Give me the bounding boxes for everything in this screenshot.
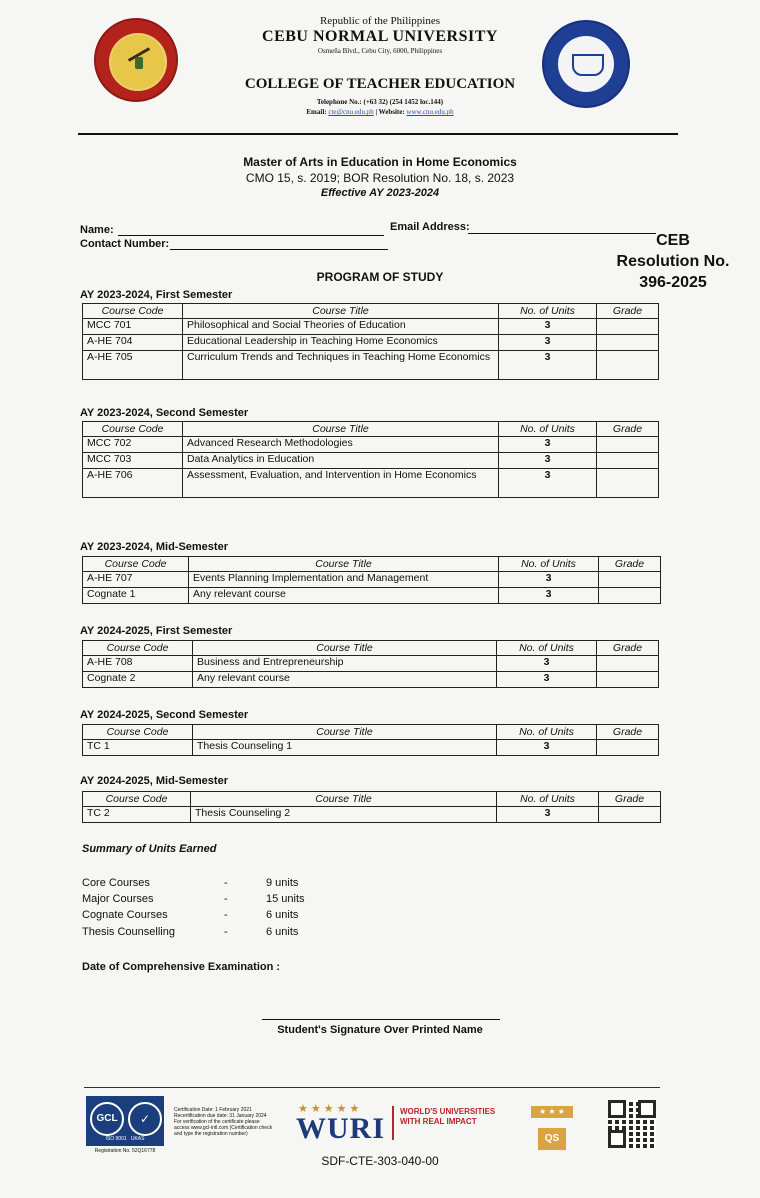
gcl-badge: GCL (90, 1102, 124, 1136)
registration-number: Registration No. 52Q16778 (94, 1148, 156, 1154)
gcl-certification-logo (86, 1096, 164, 1146)
course-units: 3 (499, 588, 599, 604)
course-units: 3 (497, 656, 597, 672)
name-field[interactable] (118, 235, 384, 236)
col-grade: Grade (599, 557, 661, 572)
course-code: Cognate 1 (83, 588, 189, 604)
col-course-code: Course Code (83, 304, 183, 319)
footer-divider (84, 1087, 660, 1088)
summary-name: Major Courses (82, 893, 154, 905)
republic-text: Republic of the Philippines (319, 15, 441, 27)
name-label: Name: (80, 224, 114, 236)
wuri-logo: WURI (296, 1112, 386, 1145)
semester-label: AY 2023-2024, First Semester (80, 289, 233, 301)
col-grade: Grade (599, 792, 661, 807)
program-title: Master of Arts in Education in Home Economics (243, 155, 517, 169)
course-title: Any relevant course (189, 588, 499, 604)
university-name: CEBU NORMAL UNIVERSITY (262, 28, 498, 45)
summary-dash: - (224, 926, 228, 938)
course-table (82, 303, 659, 380)
star-rating-icon: ★★★★★ (298, 1103, 363, 1115)
summary-value: 9 units (266, 877, 299, 889)
grade-cell[interactable] (597, 351, 659, 380)
summary-name: Cognate Courses (82, 909, 168, 921)
table-row (83, 319, 659, 335)
email-link[interactable]: cte@cnu.edu.ph (328, 108, 374, 116)
course-title: Thesis Counseling 2 (191, 807, 497, 823)
course-title: Educational Leadership in Teaching Home Economics (183, 335, 499, 351)
table-row (83, 351, 659, 380)
col-course-title: Course Title (191, 792, 497, 807)
course-code: MCC 701 (83, 319, 183, 335)
table-row (83, 469, 659, 498)
semester-label: AY 2023-2024, Second Semester (80, 407, 249, 419)
col-course-title: Course Title (193, 641, 497, 656)
course-title: Advanced Research Methodologies (183, 437, 499, 453)
qr-code-icon[interactable] (608, 1100, 656, 1148)
col-units: No. of Units (499, 557, 599, 572)
col-grade: Grade (597, 641, 659, 656)
cmo-reference: CMO 15, s. 2019; BOR Resolution No. 18, s. 2023 (245, 171, 515, 185)
header-divider (78, 133, 678, 135)
course-units: 3 (499, 351, 597, 380)
grade-cell[interactable] (599, 807, 661, 823)
course-table (82, 421, 659, 498)
col-grade: Grade (597, 725, 659, 740)
col-units: No. of Units (497, 792, 599, 807)
course-code: MCC 703 (83, 453, 183, 469)
grade-cell[interactable] (597, 740, 659, 756)
table-row (83, 588, 661, 604)
ukas-badge: ✓ (128, 1102, 162, 1136)
course-title: Any relevant course (193, 672, 497, 688)
course-title: Curriculum Trends and Techniques in Teaching Home Economics (183, 351, 499, 380)
course-code: TC 1 (83, 740, 193, 756)
grade-cell[interactable] (599, 572, 661, 588)
ceb-line-2: Resolution No. (616, 253, 730, 270)
semester-label: AY 2024-2025, Second Semester (80, 709, 249, 721)
summary-dash: - (224, 909, 228, 921)
ceb-line-1: CEB (656, 232, 690, 249)
col-course-code: Course Code (83, 422, 183, 437)
wuri-divider (392, 1106, 394, 1140)
email-label: Email: (306, 108, 327, 116)
table-row (83, 656, 659, 672)
signature-caption: Student's Signature Over Printed Name (277, 1024, 483, 1036)
course-units: 3 (497, 672, 597, 688)
website-label: | Website: (375, 108, 405, 116)
course-title: Philosophical and Social Theories of Education (183, 319, 499, 335)
contact-number-field[interactable] (170, 249, 388, 250)
course-table (82, 724, 659, 756)
university-seal (94, 18, 178, 102)
course-title: Data Analytics in Education (183, 453, 499, 469)
summary-dash: - (224, 893, 228, 905)
summary-name: Core Courses (82, 877, 150, 889)
course-table (82, 640, 659, 688)
grade-cell[interactable] (597, 453, 659, 469)
wuri-tagline: WORLD'S UNIVERSITIES WITH REAL IMPACT (400, 1107, 496, 1126)
course-title: Events Planning Implementation and Management (189, 572, 499, 588)
grade-cell[interactable] (597, 672, 659, 688)
col-course-code: Course Code (83, 792, 191, 807)
table-row (83, 437, 659, 453)
col-units: No. of Units (497, 725, 597, 740)
col-course-code: Course Code (83, 557, 189, 572)
course-code: A-HE 707 (83, 572, 189, 588)
course-code: A-HE 706 (83, 469, 183, 498)
document-code: SDF-CTE-303-040-00 (321, 1154, 439, 1168)
table-row (83, 740, 659, 756)
col-course-title: Course Title (183, 422, 499, 437)
qs-stars-icon: ★ ★ ★ (531, 1106, 573, 1118)
grade-cell[interactable] (597, 319, 659, 335)
grade-cell[interactable] (597, 335, 659, 351)
program-of-study-heading: PROGRAM OF STUDY (316, 270, 444, 284)
course-units: 3 (499, 572, 599, 588)
summary-value: 15 units (266, 893, 305, 905)
col-course-title: Course Title (189, 557, 499, 572)
grade-cell[interactable] (597, 469, 659, 498)
effective-year: Effective AY 2023-2024 (320, 187, 440, 199)
course-table (82, 791, 661, 823)
website-link[interactable]: www.cnu.edu.ph (406, 108, 454, 116)
table-row (83, 572, 661, 588)
course-title: Business and Entrepreneurship (193, 656, 497, 672)
col-grade: Grade (597, 422, 659, 437)
telephone-text: Telephone No.: (+63 32) (254 1452 loc.144) (316, 98, 444, 106)
course-units: 3 (499, 437, 597, 453)
col-grade: Grade (597, 304, 659, 319)
qs-logo: QS (538, 1128, 566, 1150)
course-code: A-HE 704 (83, 335, 183, 351)
course-units: 3 (499, 453, 597, 469)
course-units: 3 (499, 319, 597, 335)
col-course-code: Course Code (83, 641, 193, 656)
course-units: 3 (497, 807, 599, 823)
ceb-line-3: 396-2025 (639, 274, 707, 291)
semester-label: AY 2023-2024, Mid-Semester (80, 541, 228, 553)
table-row (83, 672, 659, 688)
col-units: No. of Units (497, 641, 597, 656)
course-units: 3 (499, 335, 597, 351)
contact-line (170, 108, 590, 116)
grade-cell[interactable] (597, 437, 659, 453)
col-units: No. of Units (499, 304, 597, 319)
comprehensive-exam-label: Date of Comprehensive Examination : (82, 961, 281, 973)
col-units: No. of Units (499, 422, 597, 437)
course-title: Assessment, Evaluation, and Intervention in Home Economics (183, 469, 499, 498)
summary-value: 6 units (266, 909, 299, 921)
gcl-caption: ISO 9001 UKAS (105, 1136, 145, 1142)
col-course-code: Course Code (83, 725, 193, 740)
university-address: Osmeña Blvd., Cebu City, 6000, Philippines (317, 47, 443, 55)
grade-cell[interactable] (597, 656, 659, 672)
semester-label: AY 2024-2025, Mid-Semester (80, 775, 228, 787)
table-row (83, 807, 661, 823)
contact-number-label: Contact Number: (80, 238, 170, 250)
certification-text: Certification Date: 1 February 2021 Recertification due date: 31 January 2024 For verification of the certificate please access www.gcl-intl.com (Certification check and type the registration number) (174, 1107, 273, 1137)
summary-value: 6 units (266, 926, 299, 938)
signature-line[interactable] (262, 1019, 500, 1020)
course-code: TC 2 (83, 807, 191, 823)
col-course-title: Course Title (183, 304, 499, 319)
summary-title: Summary of Units Earned (82, 843, 217, 855)
grade-cell[interactable] (599, 588, 661, 604)
email-address-label: Email Address: (390, 221, 470, 233)
table-row (83, 453, 659, 469)
course-title: Thesis Counseling 1 (193, 740, 497, 756)
table-row (83, 335, 659, 351)
course-units: 3 (499, 469, 597, 498)
college-name: COLLEGE OF TEACHER EDUCATION (244, 76, 516, 92)
course-code: Cognate 2 (83, 672, 193, 688)
course-code: A-HE 705 (83, 351, 183, 380)
summary-name: Thesis Counselling (82, 926, 175, 938)
course-code: A-HE 708 (83, 656, 193, 672)
semester-label: AY 2024-2025, First Semester (80, 625, 233, 637)
col-course-title: Course Title (193, 725, 497, 740)
summary-dash: - (224, 877, 228, 889)
course-code: MCC 702 (83, 437, 183, 453)
course-table (82, 556, 661, 604)
course-units: 3 (497, 740, 597, 756)
